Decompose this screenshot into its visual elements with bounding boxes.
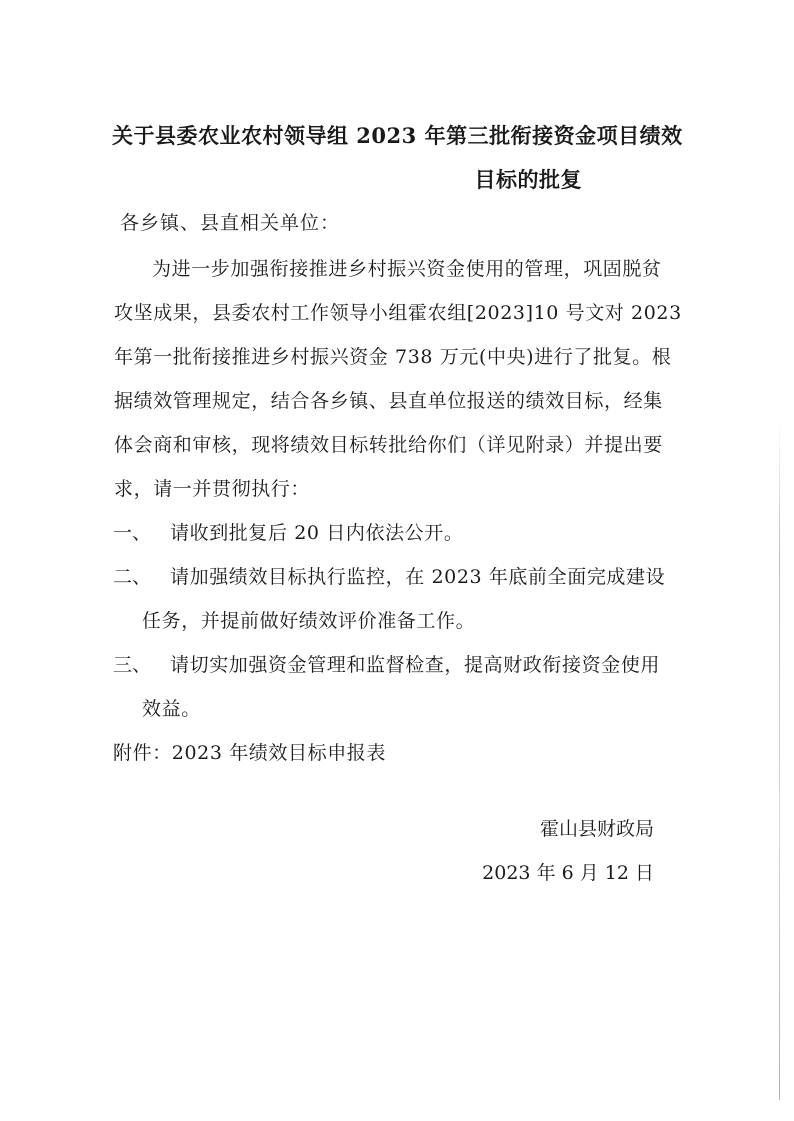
item-2-text-line-2: 任务，并提前做好绩效评价准备工作。 bbox=[142, 610, 476, 632]
item-3-text-line-2: 效益。 bbox=[142, 698, 201, 720]
body-line-3: 年第一批衔接推进乡村振兴资金 738 万元(中央)进行了批复。根 bbox=[114, 346, 672, 368]
attachment-line: 附件：2023 年绩效目标申报表 bbox=[113, 742, 386, 764]
body-line-6: 求，请一并贯彻执行： bbox=[114, 478, 311, 500]
item-3-number: 三、 bbox=[113, 654, 152, 676]
item-2-text-line-1: 请加强绩效目标执行监控，在 2023 年底前全面完成建设 bbox=[170, 566, 666, 588]
item-1-number: 一、 bbox=[113, 522, 152, 544]
scan-edge-line bbox=[779, 420, 780, 1100]
body-line-4: 据绩效管理规定，结合各乡镇、县直单位报送的绩效目标，经集 bbox=[114, 390, 663, 412]
item-3-text-line-1: 请切实加强资金管理和监督检查，提高财政衔接资金使用 bbox=[170, 654, 661, 676]
document-title-line-1: 关于县委农业农村领导组 2023 年第三批衔接资金项目绩效 bbox=[112, 123, 683, 148]
body-line-2: 攻坚成果，县委农村工作领导小组霍农组[2023]10 号文对 2023 bbox=[114, 302, 682, 324]
item-2-number: 二、 bbox=[113, 566, 152, 588]
document-title-line-2: 目标的批复 bbox=[474, 167, 582, 192]
salutation: 各乡镇、县直相关单位： bbox=[120, 212, 341, 234]
item-1-text: 请收到批复后 20 日内依法公开。 bbox=[170, 522, 464, 544]
body-line-5: 体会商和审核，现将绩效目标转批给你们（详见附录）并提出要 bbox=[114, 434, 663, 456]
body-line-1: 为进一步加强衔接推进乡村振兴资金使用的管理，巩固脱贫 bbox=[152, 258, 662, 280]
issuer-name: 霍山县财政局 bbox=[539, 818, 654, 840]
issue-date: 2023 年 6 月 12 日 bbox=[482, 862, 654, 884]
